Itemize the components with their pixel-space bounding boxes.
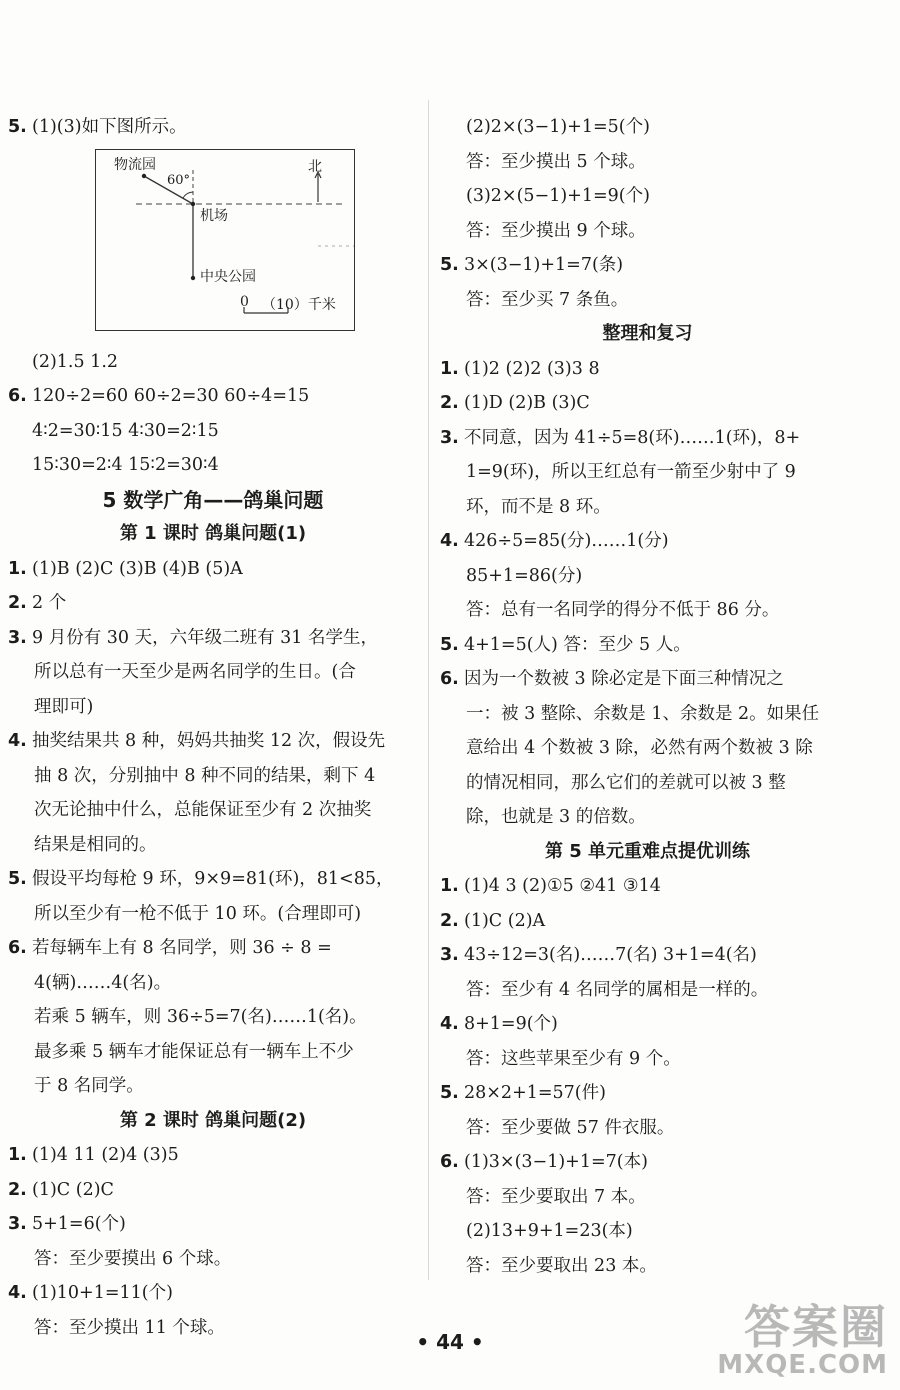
answer-line: [8, 1207, 418, 1242]
question-number: 4.: [440, 531, 459, 551]
answer-text: 4(辆)……4(名)。: [34, 972, 172, 993]
answer-line: [8, 655, 418, 690]
question-number: 3.: [440, 945, 459, 965]
answer-line: [440, 145, 855, 180]
answer-line: [440, 1007, 855, 1042]
answer-text: 答：总有一名同学的得分不低于 86 分。: [466, 600, 780, 620]
answer-text: 答：至少要取出 7 本。: [466, 1186, 646, 1207]
answer-line: [440, 386, 855, 421]
question-number: 2.: [440, 393, 459, 413]
lesson-heading: 第 2 课时 鸽巢问题(2): [119, 1109, 307, 1131]
answer-line: [8, 110, 418, 145]
answer-text: (1)3×(3−1)+1=7(本): [464, 1152, 648, 1172]
answer-text: 若乘 5 辆车，则 36÷5=7(名)……1(名)。: [34, 1007, 367, 1027]
answer-line: [440, 1042, 855, 1077]
answer-line: [8, 552, 418, 587]
answer-text: 最多乘 5 辆车才能保证总有一辆车上不少: [34, 1041, 354, 1062]
watermark: [717, 1300, 888, 1380]
answer-line: [8, 966, 418, 1001]
answer-text: 120÷2=60 60÷2=30 60÷4=15: [32, 386, 310, 406]
right-column: [440, 110, 855, 1283]
answer-line: [8, 724, 418, 759]
question-number: 1.: [440, 358, 459, 379]
lesson-heading: 第 5 单元重难点提优训练: [544, 840, 751, 862]
answer-text: 8+1=9(个): [464, 1014, 558, 1034]
answer-line: [440, 421, 855, 456]
watermark-logo-text: 答案圈: [744, 1300, 888, 1354]
question-number: 5.: [440, 255, 459, 275]
answer-text: 答：至少摸出 11 个球。: [34, 1317, 225, 1338]
answer-text: 次无论抽中什么，总能保证至少有 2 次抽奖: [34, 800, 372, 820]
column-divider: [428, 100, 429, 1280]
answer-line: [8, 379, 418, 414]
answer-text: 的情况相同，那么它们的差就可以被 3 整: [466, 772, 786, 793]
question-number: 2.: [8, 593, 27, 613]
question-number: 6.: [440, 1152, 459, 1172]
answer-text: 于 8 名同学。: [34, 1076, 144, 1096]
answer-text: 3×(3−1)+1=7(条): [464, 255, 624, 275]
map-figure: [8, 145, 418, 345]
question-number: 6.: [440, 669, 459, 689]
map-frame: [95, 149, 355, 331]
answer-text: 意给出 4 个数被 3 除，必然有两个数被 3 除: [466, 738, 813, 758]
answer-line: [440, 731, 855, 766]
angle-label: 60°: [167, 172, 191, 188]
answer-line: [440, 248, 855, 283]
answer-text: 环，而不是 8 环。: [466, 496, 611, 517]
answer-text: (2)13+9+1=23(本): [466, 1221, 633, 1241]
answer-text: 所以至少有一枪不低于 10 环。(合理即可): [34, 903, 362, 924]
answer-text: 答：这些苹果至少有 9 个。: [466, 1048, 681, 1069]
logistics-park-label: 物流园: [114, 156, 156, 173]
answer-line: [8, 621, 418, 656]
answer-text: 假设平均每枪 9 环，9×9=81(环)，81<85，: [32, 869, 394, 889]
answer-line: [8, 759, 418, 794]
question-number: 6.: [8, 386, 27, 406]
answer-line: [8, 1069, 418, 1104]
answer-line: [440, 455, 855, 490]
answer-line: [440, 1076, 855, 1111]
question-number: 6.: [8, 938, 27, 958]
answer-line: [8, 1035, 418, 1070]
answer-line: [440, 352, 855, 387]
airport-point: [191, 201, 195, 205]
answer-text: 答：至少要取出 23 本。: [466, 1255, 657, 1276]
answer-text: 结果是相同的。: [34, 834, 157, 855]
angle-arc: [183, 192, 193, 198]
answer-text: 若每辆车上有 8 名同学，则 36 ÷ 8 =: [32, 938, 332, 958]
lesson-heading: 第 1 课时 鸽巢问题(1): [119, 523, 307, 544]
answer-text: (1)C (2)C: [32, 1179, 114, 1200]
answer-text: 抽奖结果共 8 种，妈妈共抽奖 12 次，假设先: [32, 731, 386, 751]
question-number: 4.: [440, 1014, 459, 1034]
answer-text: 除，也就是 3 的倍数。: [466, 807, 646, 827]
question-number: 5.: [8, 869, 27, 889]
page-number: • 44 •: [416, 1330, 484, 1354]
answer-line: [440, 283, 855, 318]
answer-text: 5+1=6(个): [32, 1214, 126, 1234]
left-column: [8, 110, 418, 1345]
question-number: 1.: [8, 1145, 27, 1165]
answer-text: 9 月份有 30 天，六年级二班有 31 名学生，: [32, 627, 378, 648]
central-park-point: [191, 275, 195, 279]
answer-text: (1)4 3 (2)①5 ②41 ③14: [464, 876, 661, 896]
scale-value-label: （10）千米: [262, 296, 336, 313]
section-heading: 5 数学广角——鸽巢问题: [102, 487, 324, 512]
answer-text: 426÷5=85(分)……1(分): [464, 531, 669, 551]
answer-line: [440, 524, 855, 559]
central-park-label: 中央公园: [200, 268, 256, 285]
logistics-park-point: [142, 173, 146, 177]
answer-line: [8, 690, 418, 725]
answer-text: 4+1=5(人) 答：至少 5 人。: [464, 634, 691, 655]
answer-line: [440, 179, 855, 214]
airport-label: 机场: [200, 207, 228, 224]
answer-text: (2)2×(3−1)+1=5(个): [466, 117, 650, 137]
answer-text: (1)2 (2)2 (3)3 8: [464, 358, 600, 379]
answer-text: 一：被 3 整除、余数是 1、余数是 2。如果任: [466, 703, 820, 724]
answer-line: [440, 1214, 855, 1249]
question-number: 1.: [8, 558, 27, 579]
answer-text: (1)10+1=11(个): [32, 1283, 173, 1303]
answer-line: [440, 628, 855, 663]
question-number: 2.: [440, 910, 459, 931]
answer-text: 4∶2=30∶15 4∶30=2∶15: [32, 420, 219, 441]
answer-text: 答：至少要摸出 6 个球。: [34, 1248, 232, 1269]
answer-text: 答：至少买 7 条鱼。: [466, 289, 629, 310]
answer-text: 15∶30=2∶4 15∶2=30∶4: [32, 455, 219, 475]
answer-line: [440, 1111, 855, 1146]
question-number: 3.: [8, 627, 27, 648]
answer-text: (1)4 11 (2)4 (3)5: [32, 1145, 179, 1165]
question-number: 4.: [8, 1283, 27, 1303]
answer-line: [440, 662, 855, 697]
watermark-url: MXQE.COM: [717, 1350, 888, 1380]
answer-text: 因为一个数被 3 除必定是下面三种情况之: [464, 669, 784, 689]
answer-text: 不同意，因为 41÷5=8(环)……1(环)，8+: [464, 427, 801, 448]
answer-line: [8, 1000, 418, 1035]
north-label: 北: [308, 158, 322, 175]
answer-line: [440, 593, 855, 628]
question-number: 3.: [440, 427, 459, 448]
answer-text: 1=9(环)，所以王红总有一箭至少射中了 9: [466, 462, 796, 482]
answer-line: [8, 1138, 418, 1173]
answer-text: 答：至少摸出 9 个球。: [466, 220, 646, 241]
answer-line: [440, 766, 855, 801]
question-number: 5.: [440, 634, 459, 655]
answer-line: [8, 345, 418, 380]
answer-text: (1)(3)如下图所示。: [32, 117, 187, 137]
answer-text: 抽 8 次，分别抽中 8 种不同的结果，剩下 4: [34, 765, 376, 786]
answer-text: (2)1.5 1.2: [32, 351, 119, 372]
answer-text: 28×2+1=57(件): [464, 1083, 606, 1103]
answer-line: [8, 897, 418, 932]
answer-text: 85+1=86(分): [466, 565, 583, 586]
answer-line: [8, 793, 418, 828]
answer-text: 理即可): [34, 696, 94, 717]
question-number: 2.: [8, 1179, 27, 1200]
question-number: 1.: [440, 876, 459, 896]
answer-text: 答：至少有 4 名同学的属相是一样的。: [466, 979, 769, 1000]
scale-zero-label: 0: [240, 293, 249, 310]
answer-line: [440, 110, 855, 145]
answer-line: [440, 490, 855, 525]
answer-line: [8, 586, 418, 621]
answer-line: [440, 1180, 855, 1215]
answer-line: [440, 904, 855, 939]
question-number: 5.: [8, 117, 27, 137]
answer-line: [440, 559, 855, 594]
answer-line: [8, 931, 418, 966]
answer-text: 答：至少要做 57 件衣服。: [466, 1117, 675, 1138]
answer-text: 43÷12=3(名)……7(名) 3+1=4(名): [464, 945, 757, 965]
answer-line: [440, 800, 855, 835]
answer-text: 所以总有一天至少是两名同学的生日。(合: [34, 662, 356, 682]
answer-line: [440, 1145, 855, 1180]
answer-text: (1)B (2)C (3)B (4)B (5)A: [32, 558, 243, 579]
answer-line: [440, 869, 855, 904]
question-number: 3.: [8, 1214, 27, 1234]
answer-line: [440, 214, 855, 249]
answer-line: [8, 828, 418, 863]
answer-line: [8, 862, 418, 897]
lesson-heading: 整理和复习: [602, 323, 693, 344]
answer-line: [8, 1276, 418, 1311]
answer-line: [8, 1242, 418, 1277]
answer-line: [8, 414, 418, 449]
answer-line: [440, 697, 855, 732]
answer-text: (1)C (2)A: [464, 910, 546, 931]
answer-line: [440, 938, 855, 973]
answer-text: (3)2×(5−1)+1=9(个): [466, 186, 650, 206]
question-number: 5.: [440, 1083, 459, 1103]
answer-text: (1)D (2)B (3)C: [464, 393, 590, 413]
answer-line: [8, 448, 418, 483]
answer-line: [8, 1173, 418, 1208]
answer-line: [440, 1249, 855, 1284]
answer-line: [440, 973, 855, 1008]
question-number: 4.: [8, 731, 27, 751]
answer-text: 答：至少摸出 5 个球。: [466, 151, 646, 172]
answer-text: 2 个: [32, 593, 67, 613]
